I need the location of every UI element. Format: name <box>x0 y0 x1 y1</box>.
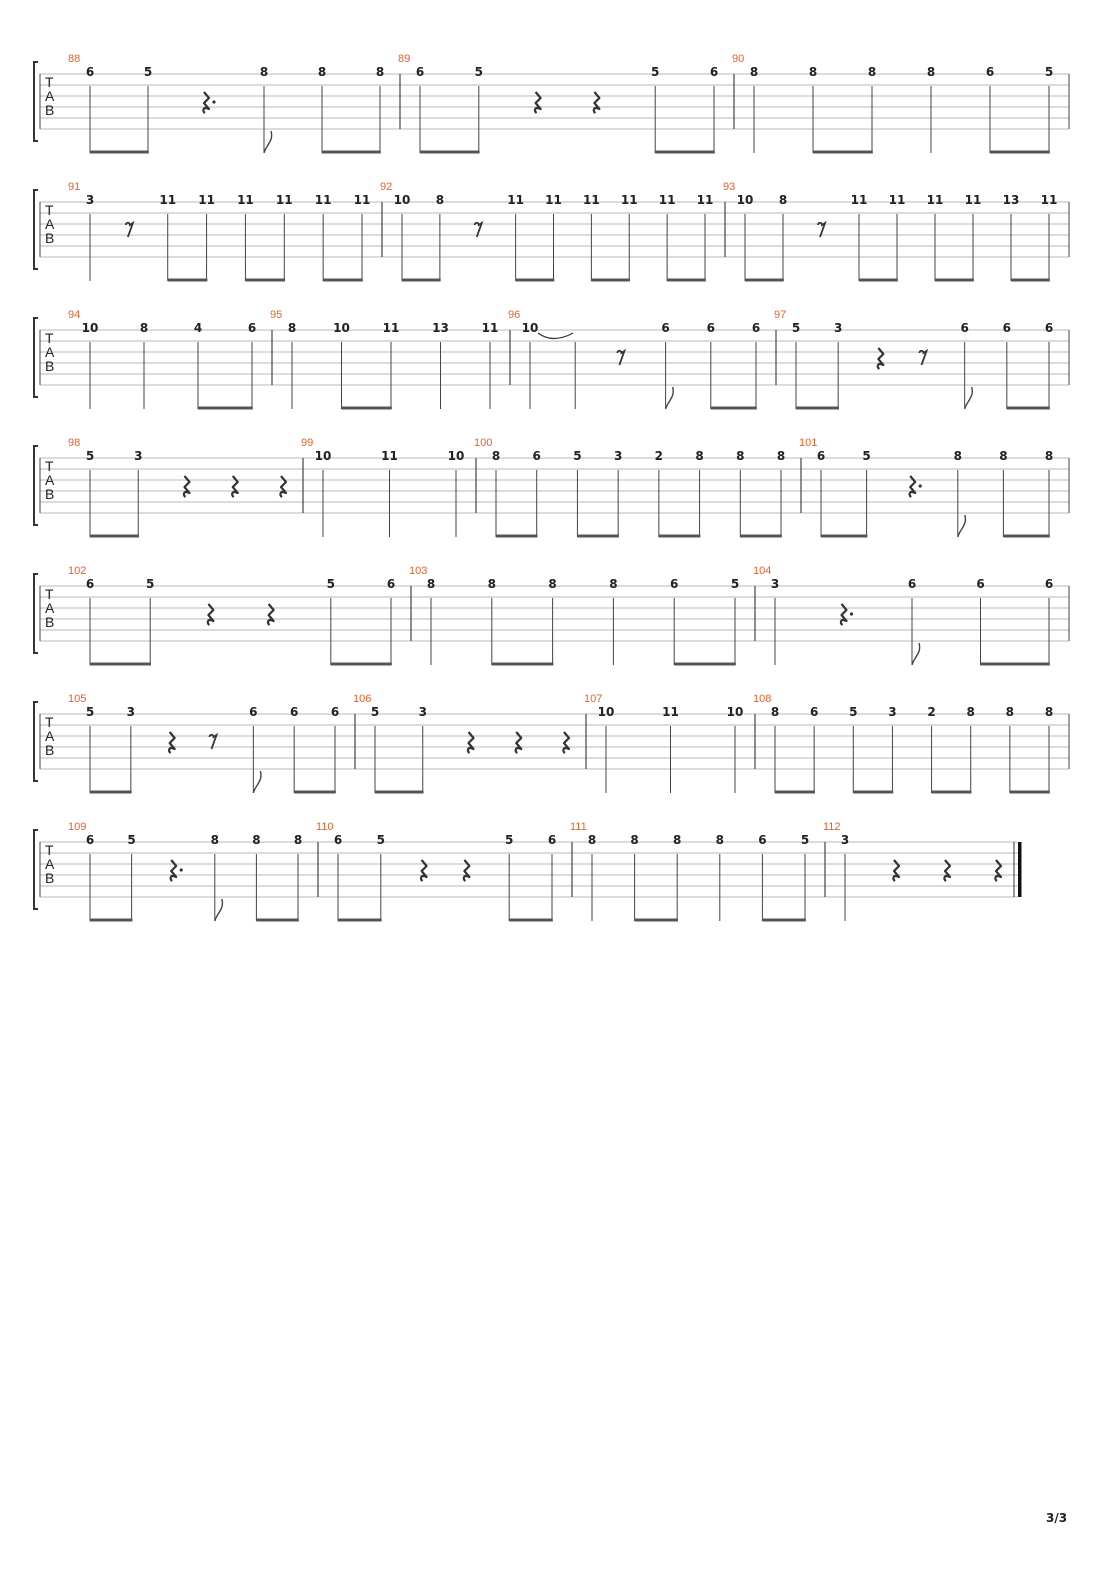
dot-icon <box>212 100 215 103</box>
fret-number: 6 <box>976 577 985 591</box>
tab-clef-letter: B <box>45 870 55 886</box>
tab-system <box>34 437 1069 538</box>
measure-number: 94 <box>68 309 81 321</box>
fret-number: 8 <box>210 833 219 847</box>
measure-number: 112 <box>823 821 841 833</box>
fret-number: 6 <box>289 705 299 719</box>
measure-number: 107 <box>584 693 603 705</box>
note-beam <box>674 663 736 666</box>
measure <box>316 821 556 922</box>
fret-number: 5 <box>730 577 740 591</box>
fret-number: 2 <box>927 705 936 719</box>
fret-number: 8 <box>867 65 877 79</box>
measure-number: 97 <box>774 309 787 321</box>
note-beam <box>402 279 441 282</box>
measure <box>68 565 395 666</box>
quarter-rest-icon <box>464 860 470 881</box>
fret-number: 11 <box>237 193 254 207</box>
note-beam <box>496 535 538 538</box>
note-beam <box>168 279 208 282</box>
fret-number: 8 <box>953 449 962 463</box>
system-bracket <box>34 318 38 397</box>
note-beam <box>635 919 678 922</box>
fret-number: 10 <box>521 321 539 335</box>
fret-number: 8 <box>317 65 327 79</box>
note-beam <box>775 791 815 794</box>
fret-number: 6 <box>532 449 541 463</box>
fret-number: 11 <box>888 193 906 207</box>
quarter-rest-icon <box>232 476 238 497</box>
measure-number: 90 <box>732 53 745 65</box>
note-beam <box>331 663 392 666</box>
fret-number: 6 <box>547 833 557 847</box>
measure <box>68 53 384 154</box>
fret-number: 6 <box>85 833 95 847</box>
measure <box>823 821 1001 921</box>
fret-number: 3 <box>613 449 623 463</box>
tab-system <box>34 181 1069 282</box>
fret-number: 8 <box>487 577 496 591</box>
note-flag-icon <box>965 387 973 409</box>
fret-number: 6 <box>1044 321 1054 335</box>
fret-number: 8 <box>491 449 501 463</box>
fret-number: 3 <box>418 705 427 719</box>
fret-number: 11 <box>926 193 944 207</box>
measure <box>753 565 1053 666</box>
note-beam <box>492 663 554 666</box>
fret-number: 13 <box>1002 193 1020 207</box>
measure-number: 96 <box>508 309 521 321</box>
quarter-rest-icon <box>535 92 541 113</box>
fret-number: 8 <box>966 705 975 719</box>
fret-number: 10 <box>393 193 411 207</box>
measure <box>774 309 1053 410</box>
fret-number: 8 <box>435 193 445 207</box>
measure <box>380 181 713 282</box>
tab-clef-letter: B <box>45 358 55 374</box>
note-flag-icon <box>666 387 674 409</box>
tab-clef-letter: A <box>45 600 55 616</box>
fret-number: 5 <box>146 577 155 591</box>
measure <box>723 181 1057 282</box>
tab-clef-letter: B <box>45 486 55 502</box>
note-beam <box>342 407 392 410</box>
note-beam <box>711 407 757 410</box>
fret-number: 11 <box>850 193 868 207</box>
fret-number: 5 <box>800 833 810 847</box>
note-beam <box>338 919 382 922</box>
measure <box>68 309 256 410</box>
fret-number: 11 <box>662 705 679 719</box>
note-beam <box>90 791 132 794</box>
fret-number: 8 <box>548 577 557 591</box>
measure <box>508 309 760 410</box>
fret-number: 6 <box>751 321 761 335</box>
fret-number: 6 <box>85 577 95 591</box>
fret-number: 6 <box>661 321 670 335</box>
note-beam <box>322 151 381 154</box>
tie-icon <box>538 333 573 339</box>
fret-number: 11 <box>583 193 600 207</box>
fret-number: 8 <box>587 833 597 847</box>
note-beam <box>90 663 151 666</box>
fret-number: 8 <box>375 65 385 79</box>
measure-number: 95 <box>270 309 283 321</box>
fret-number: 10 <box>736 193 754 207</box>
system-bracket <box>34 190 38 269</box>
quarter-rest-icon <box>563 732 569 753</box>
note-beam <box>821 535 867 538</box>
fret-number: 3 <box>888 705 897 719</box>
fret-number: 8 <box>778 193 788 207</box>
quarter-rest-icon <box>910 476 916 497</box>
quarter-rest-icon <box>421 860 427 881</box>
fret-number: 8 <box>252 833 261 847</box>
note-beam <box>659 535 701 538</box>
tab-clef-letter: T <box>45 586 54 602</box>
fret-number: 6 <box>709 65 719 79</box>
measure <box>570 821 809 922</box>
fret-number: 10 <box>726 705 744 719</box>
note-beam <box>932 791 972 794</box>
fret-number: 8 <box>770 705 780 719</box>
fret-number: 5 <box>849 705 858 719</box>
fret-number: 3 <box>770 577 780 591</box>
quarter-rest-icon <box>184 476 190 497</box>
fret-number: 11 <box>481 321 499 335</box>
measure <box>474 437 785 538</box>
tab-system <box>34 565 1069 666</box>
note-flag-icon <box>958 515 966 537</box>
dot-icon <box>850 612 853 615</box>
note-beam <box>1010 791 1050 794</box>
fret-number: 3 <box>126 705 136 719</box>
fret-number: 5 <box>862 449 871 463</box>
measure <box>732 53 1053 154</box>
note-beam <box>859 279 898 282</box>
fret-number: 2 <box>654 449 664 463</box>
fret-number: 8 <box>695 449 704 463</box>
fret-number: 5 <box>85 705 95 719</box>
note-beam <box>990 151 1050 154</box>
fret-number: 11 <box>1040 193 1058 207</box>
measure-number: 89 <box>398 53 411 65</box>
measure <box>68 437 286 538</box>
page-number: 3/3 <box>1046 1511 1068 1525</box>
tab-clef-letter: T <box>45 458 54 474</box>
tab-clef-letter: T <box>45 842 54 858</box>
fret-number: 3 <box>840 833 850 847</box>
fret-number: 5 <box>143 65 153 79</box>
measure-number: 105 <box>68 693 87 705</box>
fret-number: 6 <box>249 705 258 719</box>
tab-clef-letter: T <box>45 74 54 90</box>
fret-number: 6 <box>1002 321 1012 335</box>
measure-number: 91 <box>68 181 81 193</box>
fret-number: 11 <box>382 321 400 335</box>
note-flag-icon <box>264 131 272 153</box>
note-beam <box>935 279 974 282</box>
measure-number: 109 <box>68 821 87 833</box>
fret-number: 3 <box>85 193 95 207</box>
measure-number: 103 <box>409 565 428 577</box>
tab-system <box>34 309 1069 410</box>
note-beam <box>516 279 555 282</box>
fret-number: 11 <box>381 449 398 463</box>
measure <box>68 821 302 922</box>
note-beam <box>90 919 132 922</box>
fret-number: 5 <box>651 65 660 79</box>
measure-number: 88 <box>68 53 81 65</box>
note-beam <box>591 279 630 282</box>
fret-number: 11 <box>275 193 293 207</box>
tab-clef-letter: T <box>45 330 54 346</box>
system-bracket <box>34 830 38 909</box>
quarter-rest-icon <box>203 92 209 113</box>
note-flag-icon <box>912 643 920 665</box>
measure-number: 92 <box>380 181 393 193</box>
tab-clef-letter: A <box>45 728 55 744</box>
fret-number: 11 <box>353 193 371 207</box>
fret-number: 8 <box>926 65 936 79</box>
measure <box>68 693 339 794</box>
fret-number: 11 <box>545 193 562 207</box>
quarter-rest-icon <box>995 860 1001 881</box>
fret-number: 5 <box>85 449 95 463</box>
note-beam <box>1011 279 1050 282</box>
measure-number: 108 <box>753 693 772 705</box>
note-beam <box>1007 407 1050 410</box>
note-flag-icon <box>215 899 223 921</box>
note-beam <box>509 919 553 922</box>
fret-number: 5 <box>573 449 582 463</box>
fret-number: 11 <box>964 193 982 207</box>
tab-clef-letter: B <box>45 614 55 630</box>
note-flag-icon <box>253 771 261 793</box>
measure-number: 93 <box>723 181 736 193</box>
fret-number: 8 <box>736 449 745 463</box>
measure-number: 99 <box>301 437 314 449</box>
fret-number: 5 <box>505 833 514 847</box>
fret-number: 8 <box>259 65 269 79</box>
note-beam <box>323 279 363 282</box>
fret-number: 8 <box>749 65 759 79</box>
quarter-rest-icon <box>171 860 177 881</box>
measure-number: 101 <box>799 437 818 449</box>
tab-clef-letter: T <box>45 202 54 218</box>
fret-number: 6 <box>386 577 396 591</box>
note-beam <box>375 791 424 794</box>
fret-number: 13 <box>432 321 449 335</box>
note-beam <box>853 791 893 794</box>
quarter-rest-icon <box>169 732 175 753</box>
fret-number: 6 <box>670 577 679 591</box>
note-beam <box>796 407 839 410</box>
fret-number: 3 <box>134 449 143 463</box>
tab-clef-letter: A <box>45 472 55 488</box>
measure <box>584 693 743 793</box>
quarter-rest-icon <box>944 860 950 881</box>
fret-number: 11 <box>198 193 215 207</box>
tab-clef-letter: A <box>45 216 55 232</box>
measure-number: 111 <box>570 821 587 833</box>
fret-number: 5 <box>791 321 801 335</box>
fret-number: 5 <box>127 833 136 847</box>
fret-number: 3 <box>833 321 843 335</box>
tab-clef-letter: A <box>45 344 55 360</box>
fret-number: 8 <box>1044 449 1054 463</box>
tab-clef-letter: B <box>45 102 55 118</box>
fret-number: 8 <box>426 577 436 591</box>
fret-number: 10 <box>597 705 615 719</box>
fret-number: 10 <box>314 449 332 463</box>
fret-number: 6 <box>907 577 917 591</box>
fret-number: 6 <box>330 705 340 719</box>
fret-number: 10 <box>81 321 99 335</box>
note-beam <box>813 151 873 154</box>
measure <box>353 693 569 794</box>
measure <box>398 53 718 154</box>
fret-number: 11 <box>159 193 177 207</box>
dot-icon <box>180 868 183 871</box>
note-beam <box>90 151 149 154</box>
fret-number: 6 <box>706 321 715 335</box>
note-beam <box>745 279 784 282</box>
system-bracket <box>34 702 38 781</box>
fret-number: 8 <box>1044 705 1054 719</box>
measure-number: 110 <box>316 821 334 833</box>
note-beam <box>90 535 139 538</box>
note-beam <box>245 279 285 282</box>
fret-number: 8 <box>999 449 1008 463</box>
measure-number: 98 <box>68 437 81 449</box>
measure-number: 104 <box>753 565 772 577</box>
measure <box>301 437 464 537</box>
dot-icon <box>919 484 922 487</box>
note-beam <box>740 535 782 538</box>
fret-number: 8 <box>808 65 818 79</box>
measure <box>799 437 1053 538</box>
fret-number: 8 <box>776 449 786 463</box>
fret-number: 6 <box>333 833 343 847</box>
note-beam <box>981 663 1050 666</box>
fret-number: 8 <box>609 577 618 591</box>
tab-system <box>34 693 1069 794</box>
fret-number: 6 <box>1044 577 1054 591</box>
note-beam <box>577 535 619 538</box>
fret-number: 6 <box>985 65 995 79</box>
quarter-rest-icon <box>878 348 884 369</box>
tab-clef-letter: B <box>45 230 55 246</box>
final-barline-thick <box>1018 842 1022 897</box>
fret-number: 4 <box>193 321 203 335</box>
note-beam <box>655 151 715 154</box>
quarter-rest-icon <box>841 604 847 625</box>
measure <box>68 181 370 282</box>
quarter-rest-icon <box>468 732 474 753</box>
quarter-rest-icon <box>268 604 274 625</box>
fret-number: 8 <box>293 833 303 847</box>
system-bracket <box>34 62 38 141</box>
fret-number: 11 <box>314 193 332 207</box>
fret-number: 6 <box>85 65 95 79</box>
quarter-rest-icon <box>280 476 286 497</box>
fret-number: 11 <box>620 193 638 207</box>
tab-clef-letter: B <box>45 742 55 758</box>
tab-system <box>34 821 1022 922</box>
fret-number: 11 <box>658 193 676 207</box>
fret-number: 10 <box>333 321 350 335</box>
fret-number: 6 <box>960 321 969 335</box>
note-beam <box>256 919 298 922</box>
measure-number: 106 <box>353 693 372 705</box>
fret-number: 10 <box>447 449 465 463</box>
quarter-rest-icon <box>516 732 522 753</box>
fret-number: 5 <box>370 705 380 719</box>
fret-number: 5 <box>474 65 483 79</box>
quarter-rest-icon <box>208 604 214 625</box>
fret-number: 8 <box>673 833 682 847</box>
note-beam <box>198 407 253 410</box>
measure-number: 102 <box>68 565 87 577</box>
fret-number: 6 <box>415 65 425 79</box>
measure-number: 100 <box>474 437 493 449</box>
note-beam <box>667 279 706 282</box>
tab-clef-letter: A <box>45 856 55 872</box>
fret-number: 5 <box>326 577 335 591</box>
tab-clef-letter: T <box>45 714 54 730</box>
measure <box>270 309 498 410</box>
system-bracket <box>34 446 38 525</box>
fret-number: 8 <box>1005 705 1015 719</box>
measure <box>409 565 739 666</box>
fret-number: 5 <box>1044 65 1054 79</box>
quarter-rest-icon <box>893 860 899 881</box>
quarter-rest-icon <box>594 92 600 113</box>
note-beam <box>762 919 805 922</box>
fret-number: 6 <box>809 705 819 719</box>
fret-number: 11 <box>507 193 524 207</box>
tab-clef-letter: A <box>45 88 55 104</box>
fret-number: 8 <box>630 833 639 847</box>
fret-number: 5 <box>376 833 385 847</box>
fret-number: 8 <box>139 321 149 335</box>
tab-system <box>34 53 1069 154</box>
fret-number: 8 <box>715 833 724 847</box>
note-beam <box>294 791 336 794</box>
fret-number: 11 <box>696 193 714 207</box>
note-beam <box>1003 535 1049 538</box>
fret-number: 6 <box>247 321 257 335</box>
fret-number: 6 <box>816 449 826 463</box>
note-beam <box>420 151 480 154</box>
system-bracket <box>34 574 38 653</box>
fret-number: 8 <box>287 321 297 335</box>
fret-number: 6 <box>758 833 767 847</box>
measure <box>753 693 1053 794</box>
